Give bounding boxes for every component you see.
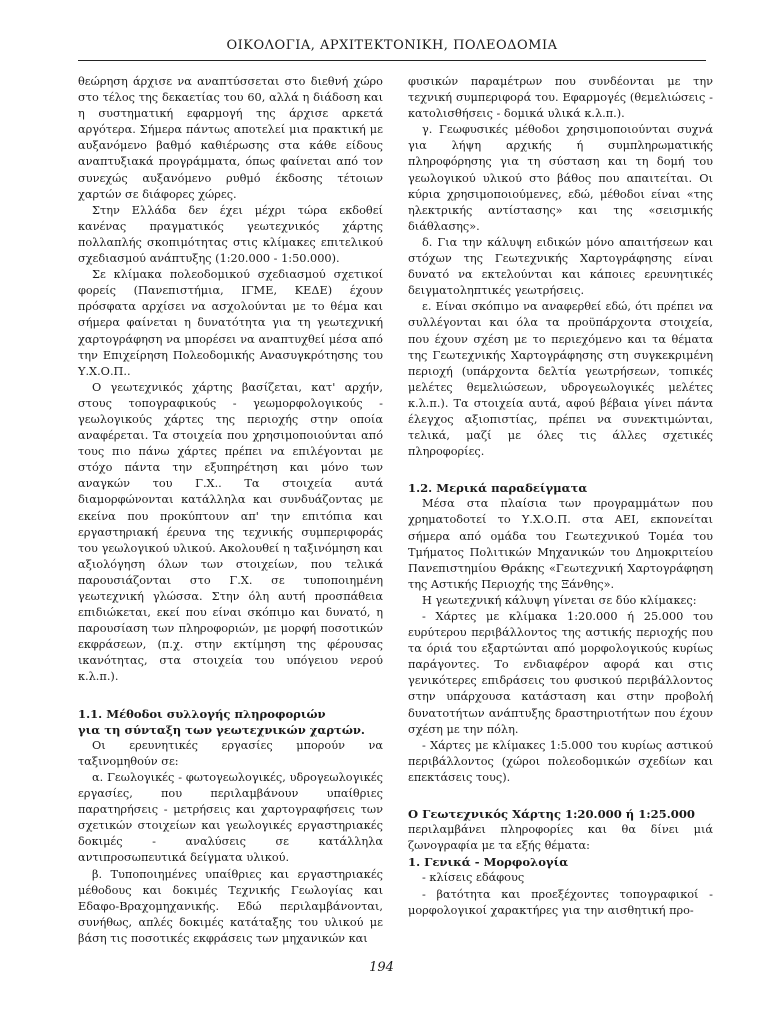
paragraph: θεώρηση άρχισε να αναπτύσσεται στο διεθνή χώρο στο τέλος της δεκαετίας του 60, αλλά η διάδοση και η συστηματική εφαρμογή της άρχισε αρκετά αργότερα. Σήμερα πάντως αποτελεί μια πρακτική με αυξανόμενο βαθμό καθιέρωσης στα κάθε είδους αναπτυξιακά προγράμματα, όπως φαίνεται από τον συνεχώς αυξανόμενο ρυθμό έκδοσης τέτοιων χαρτών σε διάφορες χώρες.	[78, 75, 383, 201]
subsection-heading-general: 1. Γενικά - Μορφολογία	[408, 855, 569, 870]
list-item-e: ε. Είναι σκόπιμο να αναφερθεί εδώ, ότι πρέπει να συλλέγονται και όλα τα προϋπάρχοντα στοιχεία, που έχουν σχέση με το περιεχόμενο και τα θέματα της Γεωτεχνικής Χαρτογράφησης στη συγκεκριμένη περιοχή (υπάρχοντα δελτία γεωτρήσεων, τοπικές μελέτες θεμελιώσεων, υδρογεωλογικές μελέτες κ.λ.π.). Τα στοιχεία αυτά, αφού βέβαια γίνει πάντα έλεγχος αξιοπιστίας, πρέπει να συνεκτιμώνται, τελικά, μαζί με όλες τις άλλες σχετικές πληροφορίες.	[408, 300, 713, 459]
paragraph: Ο γεωτεχνικός χάρτης βασίζεται, κατ' αρχήν, στους τοπογραφικούς - γεωμορφολογικούς - γεωλογικούς χάρτες της περιοχής στην οποία αναφέρεται. Τα στοιχεία που χρησιμοποιούνται από τους πιο πάνω χάρτες πρέπει να επιλέγονται με στόχο πάντα την εξυπηρέτηση και μόνο των αναγκών του Γ.Χ.. Τα στοιχεία αυτά διαμορφώνονται κατάλληλα και συνδυάζοντας με εκείνα που προκύπτουν απ' την επιτόπια και εργαστηριακή έρευνα της τεχνικής συμπεριφοράς του γεωλογικού υλικού. Ακολουθεί η ταξινόμηση και αξιολόγηση όλων των στοιχείων, που τελικά παρουσιάζονται στο Γ.Χ. σε τυποποιημένη γεωτεχνική γλώσσα. Στην όλη αυτή προσπάθεια επιδιώκεται, εκεί που είναι σκόπιμο και δυνατό, η παρουσίαση των πληροφοριών, με μορφή ποσοτικών εκφράσεων, (π.χ. στην εκτίμηση της φέρουσας ικανότητας, στα στοιχεία του υπόγειου νερού κ.λ.π.).	[78, 380, 383, 684]
section-heading-line: 1.1. Μέθοδοι συλλογής πληροφοριών	[78, 706, 326, 721]
list-item: - Χάρτες με κλίμακα 1:20.000 ή 25.000 του ευρύτερου περιβάλλοντος της αστικής περιοχής που τα όριά του εξαρτώνται από μορφολογικούς κυρίως παράγοντες. Το ενδιαφέρον αφορά και στις γενικότερες επιδράσεις του φυσικού περιβάλλοντος στην υπάρχουσα κατάσταση και στην προβολή δυνατοτήτων ανάπτυξης δραστηριοτήτων που έχουν σχέση με την πόλη.	[408, 610, 713, 736]
list-item: - Χάρτες με κλίμακες 1:5.000 του κυρίως αστικού περιβάλλοντος (χώροι πολεοδομικών σχεδίων και επεκτάσεις τους).	[408, 738, 713, 784]
right-column	[408, 74, 713, 919]
list-item-c: γ. Γεωφυσικές μέθοδοι χρησιμοποιούνται συχνά για λήψη αρχικής ή συμπληρωματικής πληροφόρησης για τη σύσταση και τη δομή του γεωλογικού υλικού στο βάθος που απαιτείται. Οι κύρια χρησιμοποιούμενες, εδώ, μέθοδοι είναι «της ηλεκτρικής αντίστασης» και της «σεισμικής διάθλασης».	[408, 123, 713, 233]
paragraph: Οι ερευνητικές εργασίες μπορούν να ταξινομηθούν σε:	[78, 738, 383, 768]
list-item: - κλίσεις εδάφους	[422, 871, 525, 885]
page-number: 194	[369, 960, 394, 975]
list-item-a: α. Γεωλογικές - φωτογεωλογικές, υδρογεωλογικές εργασίες, που περιλαμβάνουν υπαίθριες παρατηρήσεις - μετρήσεις και χαρτογραφήσεις των σχετικών στοιχείων και γεωλογικές εργαστηριακές δοκιμές - αναλύσεις σε κατάλληλα αντιπροσωπευτικά δείγματα υλικού.	[78, 770, 383, 865]
paragraph: Στην Ελλάδα δεν έχει μέχρι τώρα εκδοθεί κανένας πραγματικός γεωτεχνικός χάρτης πολλαπλής σκοπιμότητας στις κλίμακες επιτελικού σχεδιασμού ανάπτυξης (1:20.000 - 1:50.000).	[78, 203, 383, 266]
paragraph: Σε κλίμακα πολεοδομικού σχεδιασμού σχετικοί φορείς (Πανεπιστήμια, ΙΓΜΕ, ΚΕΔΕ) έχουν πρόσφατα αρχίσει να ασχολούνται με το θέμα και σήμερα φαίνεται η δυνατότητα για τη γεωτεχνική χαρτογράφηση να μπορέσει να αναπτυχθεί μέσα από την Επιχείρηση Πολεοδομικής Ανασυγκρότησης του Υ.Χ.Ο.Π..	[78, 268, 383, 378]
paragraph: Μέσα στα πλαίσια των προγραμμάτων που χρηματοδοτεί το Υ.Χ.Ο.Π. στα ΑΕΙ, εκπονείται σήμερα από ομάδα του Γεωτεχνικού Τομέα του Τμήματος Πολιτικών Μηχανικών του Δημοκριτείου Πανεπιστημίου Θράκης «Γεωτεχνική Χαρτογράφηση της Αστικής Περιοχής της Ξάνθης».	[408, 497, 713, 591]
spacer	[408, 460, 713, 480]
spacer	[78, 686, 383, 706]
paragraph: φυσικών παραμέτρων που συνδέονται με την τεχνική συμπεριφορά του. Εφαρμογές (θεμελιώσεις - κατολισθήσεις - δομικά υλικά κ.λ.π.).	[408, 75, 713, 121]
running-title: ΟΙΚΟΛΟΓΙΑ, ΑΡΧΙΤΕΚΤΟΝΙΚΗ, ΠΟΛΕΟΔΟΜΙΑ	[226, 38, 558, 53]
left-column	[78, 74, 383, 947]
list-item-b: β. Τυποποιημένες υπαίθριες και εργαστηριακές μέθοδους και δοκιμές Τεχνικής Γεωλογίας και Εδαφο-Βραχομηχανικής. Εδώ περιλαμβάνονται, συνήθως, απλές δοκιμές κατάταξης του υλικού με βάση τις ποσοτικές εκφράσεις των μηχανικών και	[78, 867, 383, 945]
section-heading-1-1	[78, 706, 383, 738]
paragraph: περιλαμβάνει πληροφορίες και θα δίνει μιά ζωνογραφία με τα εξής θέματα:	[408, 823, 713, 853]
subsection-heading-map: Ο Γεωτεχνικός Χάρτης 1:20.000 ή 1:25.000	[408, 807, 695, 822]
header-rule	[78, 60, 706, 61]
list-item-d: δ. Για την κάλυψη ειδικών μόνο απαιτήσεων και στόχων της Γεωτεχνικής Χαρτογράφησης είναι δυνατό να εκτελούνται και κάποιες ερευνητικές δειγματοληπτικές γεωτρήσεις.	[408, 235, 713, 298]
list-item: - βατότητα και προεξέχοντες τοπογραφικοί - μορφολογικοί χαρακτήρες για την αισθητική προ-	[408, 887, 713, 917]
section-heading-line: για τη σύνταξη των γεωτεχνικών χαρτών.	[78, 722, 365, 737]
section-heading-1-2: 1.2. Μερικά παραδείγματα	[408, 481, 588, 496]
paragraph: Η γεωτεχνική κάλυψη γίνεται σε δύο κλίμακες:	[422, 593, 697, 607]
spacer	[408, 786, 713, 806]
